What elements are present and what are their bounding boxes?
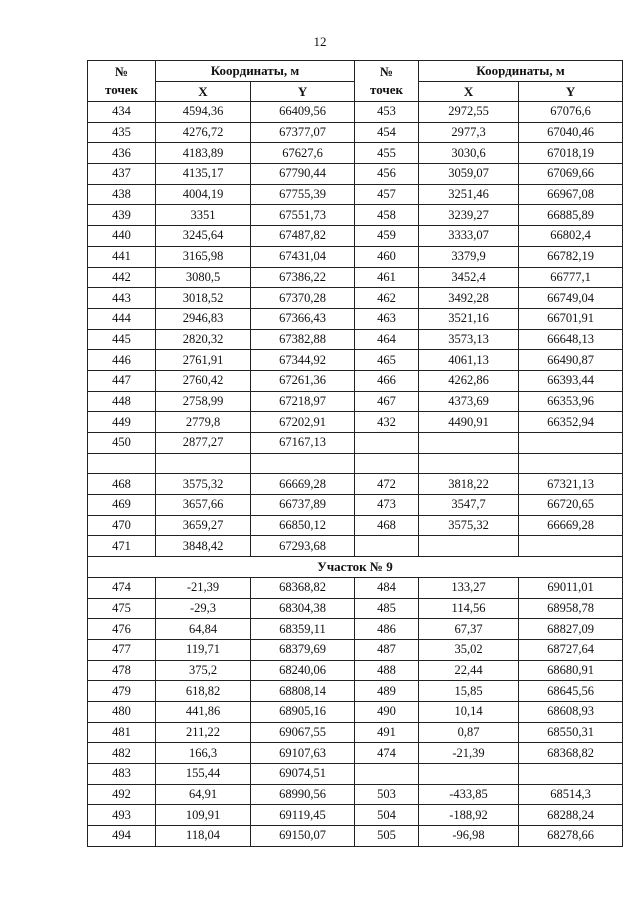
point-number-cell	[355, 433, 419, 454]
point-number-cell: 462	[355, 288, 419, 309]
point-number-cell: 485	[355, 598, 419, 619]
x-cell: 64,84	[156, 619, 251, 640]
x-cell	[156, 453, 251, 474]
point-number-cell: 484	[355, 577, 419, 598]
x-cell: 2877,27	[156, 433, 251, 454]
x-cell: 3379,9	[419, 246, 519, 267]
table-row	[88, 722, 623, 743]
y-cell: 68359,11	[251, 619, 355, 640]
y-cell: 66353,96	[519, 391, 623, 412]
point-number-cell	[355, 453, 419, 474]
y-cell: 66720,65	[519, 495, 623, 516]
x-cell: 3659,27	[156, 515, 251, 536]
table-row	[88, 701, 623, 722]
y-cell: 67069,66	[519, 164, 623, 185]
y-cell: 68514,3	[519, 784, 623, 805]
table-row	[88, 536, 623, 557]
x-cell: 3018,52	[156, 288, 251, 309]
y-cell: 67755,39	[251, 184, 355, 205]
x-cell: 3165,98	[156, 246, 251, 267]
y-cell	[519, 764, 623, 785]
point-number-cell: 476	[88, 619, 156, 640]
x-cell: 67,37	[419, 619, 519, 640]
x-cell: 618,82	[156, 681, 251, 702]
y-cell: 67167,13	[251, 433, 355, 454]
y-cell: 67370,28	[251, 288, 355, 309]
table-row	[88, 143, 623, 164]
point-number-cell: 461	[355, 267, 419, 288]
y-cell: 67040,46	[519, 122, 623, 143]
y-cell: 67202,91	[251, 412, 355, 433]
table-row	[88, 805, 623, 826]
x-cell: 3575,32	[419, 515, 519, 536]
y-cell: 68608,93	[519, 701, 623, 722]
y-cell: 68958,78	[519, 598, 623, 619]
point-number-cell: 432	[355, 412, 419, 433]
y-cell: 67790,44	[251, 164, 355, 185]
y-cell: 67366,43	[251, 308, 355, 329]
x-cell: 3239,27	[419, 205, 519, 226]
y-cell: 68288,24	[519, 805, 623, 826]
point-number-cell: 464	[355, 329, 419, 350]
table-body-bottom	[88, 577, 623, 846]
table-body-top	[88, 102, 623, 557]
point-number-cell: 438	[88, 184, 156, 205]
y-cell: 68808,14	[251, 681, 355, 702]
x-cell: 2760,42	[156, 370, 251, 391]
point-number-cell: 487	[355, 639, 419, 660]
table-row	[88, 743, 623, 764]
table-row	[88, 184, 623, 205]
y-column-header: Y	[251, 82, 355, 102]
x-cell: 22,44	[419, 660, 519, 681]
y-cell: 68905,16	[251, 701, 355, 722]
x-cell: 3080,5	[156, 267, 251, 288]
x-cell: 3030,6	[419, 143, 519, 164]
point-number-cell: 477	[88, 639, 156, 660]
y-cell: 66782,19	[519, 246, 623, 267]
x-cell: 64,91	[156, 784, 251, 805]
y-cell: 66885,89	[519, 205, 623, 226]
point-number-cell: 437	[88, 164, 156, 185]
x-cell: 3351	[156, 205, 251, 226]
point-number-cell: 449	[88, 412, 156, 433]
section-row	[88, 557, 623, 578]
table-row	[88, 681, 623, 702]
point-number-cell: 458	[355, 205, 419, 226]
point-number-cell: 486	[355, 619, 419, 640]
x-cell: 4061,13	[419, 350, 519, 371]
x-cell: 4183,89	[156, 143, 251, 164]
x-cell: 4004,19	[156, 184, 251, 205]
x-cell: 4373,69	[419, 391, 519, 412]
x-cell: 3573,13	[419, 329, 519, 350]
y-cell: 67377,07	[251, 122, 355, 143]
y-cell: 69011,01	[519, 577, 623, 598]
table-row	[88, 246, 623, 267]
y-cell: 69074,51	[251, 764, 355, 785]
y-cell: 68990,56	[251, 784, 355, 805]
x-cell: 441,86	[156, 701, 251, 722]
x-cell: -21,39	[419, 743, 519, 764]
y-cell: 66850,12	[251, 515, 355, 536]
table-row	[88, 660, 623, 681]
table-row	[88, 267, 623, 288]
x-cell: 109,91	[156, 805, 251, 826]
table-row	[88, 164, 623, 185]
point-number-cell: 465	[355, 350, 419, 371]
y-cell: 66669,28	[251, 474, 355, 495]
point-number-cell: 505	[355, 826, 419, 847]
x-cell: 4276,72	[156, 122, 251, 143]
y-cell: 68645,56	[519, 681, 623, 702]
x-cell: 3333,07	[419, 226, 519, 247]
coordinates-header: Координаты, м	[419, 61, 623, 82]
table-row	[88, 495, 623, 516]
y-cell: 67431,04	[251, 246, 355, 267]
y-cell: 67344,92	[251, 350, 355, 371]
point-number-cell	[88, 453, 156, 474]
y-cell: 69067,55	[251, 722, 355, 743]
point-number-cell: 470	[88, 515, 156, 536]
point-number-cell: 436	[88, 143, 156, 164]
y-column-header: Y	[519, 82, 623, 102]
point-number-cell: 466	[355, 370, 419, 391]
point-number-cell: 494	[88, 826, 156, 847]
x-cell: 2779,8	[156, 412, 251, 433]
table-row	[88, 433, 623, 454]
table-row	[88, 370, 623, 391]
table-row	[88, 412, 623, 433]
point-number-cell: 483	[88, 764, 156, 785]
point-number-cell: 440	[88, 226, 156, 247]
x-cell	[419, 764, 519, 785]
y-cell: 67076,6	[519, 102, 623, 123]
x-cell: 35,02	[419, 639, 519, 660]
point-number-cell: 455	[355, 143, 419, 164]
point-number-cell: 467	[355, 391, 419, 412]
x-cell	[419, 536, 519, 557]
point-number-cell: 453	[355, 102, 419, 123]
section-row-group	[88, 557, 623, 578]
x-cell: 119,71	[156, 639, 251, 660]
x-cell: 2820,32	[156, 329, 251, 350]
table-row	[88, 577, 623, 598]
point-number-cell: 456	[355, 164, 419, 185]
y-cell: 67218,97	[251, 391, 355, 412]
x-cell: 4490,91	[419, 412, 519, 433]
point-number-cell: 489	[355, 681, 419, 702]
point-number-cell: 478	[88, 660, 156, 681]
y-cell: 66701,91	[519, 308, 623, 329]
point-number-cell: 450	[88, 433, 156, 454]
x-cell: 3251,46	[419, 184, 519, 205]
x-cell: 3657,66	[156, 495, 251, 516]
table-row	[88, 764, 623, 785]
point-number-cell: 473	[355, 495, 419, 516]
x-cell: 2758,99	[156, 391, 251, 412]
point-number-cell: 441	[88, 246, 156, 267]
section-title: Участок № 9	[88, 557, 623, 578]
x-cell: 10,14	[419, 701, 519, 722]
y-cell: 68680,91	[519, 660, 623, 681]
y-cell: 67551,73	[251, 205, 355, 226]
point-number-cell: 460	[355, 246, 419, 267]
x-cell: 4262,86	[419, 370, 519, 391]
point-number-cell: 504	[355, 805, 419, 826]
point-number-cell: 439	[88, 205, 156, 226]
point-number-cell: 447	[88, 370, 156, 391]
point-number-cell: 463	[355, 308, 419, 329]
point-number-cell: 472	[355, 474, 419, 495]
x-cell: 2972,55	[419, 102, 519, 123]
x-cell: 3848,42	[156, 536, 251, 557]
y-cell: 69107,63	[251, 743, 355, 764]
y-cell: 66967,08	[519, 184, 623, 205]
x-cell: -433,85	[419, 784, 519, 805]
x-cell: 2946,83	[156, 308, 251, 329]
y-cell: 69119,45	[251, 805, 355, 826]
table-row	[88, 598, 623, 619]
x-cell: 118,04	[156, 826, 251, 847]
table-row	[88, 288, 623, 309]
point-number-cell: 444	[88, 308, 156, 329]
y-cell: 67321,13	[519, 474, 623, 495]
point-number-cell: 493	[88, 805, 156, 826]
point-number-cell: 474	[88, 577, 156, 598]
x-cell: 3547,7	[419, 495, 519, 516]
point-number-cell: 481	[88, 722, 156, 743]
y-cell: 68550,31	[519, 722, 623, 743]
x-cell	[419, 453, 519, 474]
point-number-cell: 479	[88, 681, 156, 702]
y-cell: 66393,44	[519, 370, 623, 391]
point-number-cell: 435	[88, 122, 156, 143]
table-row	[88, 619, 623, 640]
y-cell: 68727,64	[519, 639, 623, 660]
y-cell: 69150,07	[251, 826, 355, 847]
x-cell: 2977,3	[419, 122, 519, 143]
table-row	[88, 639, 623, 660]
x-cell: 3059,07	[419, 164, 519, 185]
y-cell: 66802,4	[519, 226, 623, 247]
x-cell: 3818,22	[419, 474, 519, 495]
point-number-cell: 471	[88, 536, 156, 557]
point-number-cell	[355, 536, 419, 557]
y-cell: 66737,89	[251, 495, 355, 516]
x-cell: 3492,28	[419, 288, 519, 309]
point-number-cell: 490	[355, 701, 419, 722]
point-number-cell: 448	[88, 391, 156, 412]
point-number-cell: 480	[88, 701, 156, 722]
table-row	[88, 515, 623, 536]
y-cell: 68368,82	[519, 743, 623, 764]
point-number-cell: 488	[355, 660, 419, 681]
x-cell: 133,27	[419, 577, 519, 598]
y-cell: 66352,94	[519, 412, 623, 433]
y-cell: 67261,36	[251, 370, 355, 391]
x-column-header: X	[156, 82, 251, 102]
point-number-cell: 469	[88, 495, 156, 516]
table-row	[88, 122, 623, 143]
x-cell	[419, 433, 519, 454]
y-cell: 66648,13	[519, 329, 623, 350]
point-number-cell: 474	[355, 743, 419, 764]
table-row	[88, 391, 623, 412]
x-cell: 2761,91	[156, 350, 251, 371]
table-row	[88, 226, 623, 247]
y-cell: 68304,38	[251, 598, 355, 619]
coordinates-table	[87, 60, 623, 847]
point-number-cell: 475	[88, 598, 156, 619]
y-cell: 67382,88	[251, 329, 355, 350]
point-number-cell: 492	[88, 784, 156, 805]
point-number-cell: 503	[355, 784, 419, 805]
y-cell: 66669,28	[519, 515, 623, 536]
x-cell: -96,98	[419, 826, 519, 847]
x-cell: 3245,64	[156, 226, 251, 247]
x-cell: 3575,32	[156, 474, 251, 495]
y-cell: 66749,04	[519, 288, 623, 309]
point-number-cell: 482	[88, 743, 156, 764]
point-number-cell: 457	[355, 184, 419, 205]
y-cell: 67627,6	[251, 143, 355, 164]
table-row	[88, 784, 623, 805]
y-cell: 66777,1	[519, 267, 623, 288]
x-cell: 375,2	[156, 660, 251, 681]
x-cell: 114,56	[419, 598, 519, 619]
x-cell: 211,22	[156, 722, 251, 743]
y-cell	[251, 453, 355, 474]
y-cell: 67018,19	[519, 143, 623, 164]
x-cell: 15,85	[419, 681, 519, 702]
point-number-cell: 468	[355, 515, 419, 536]
x-cell: 155,44	[156, 764, 251, 785]
page-number: 12	[313, 34, 327, 49]
table-row	[88, 102, 623, 123]
x-cell: 0,87	[419, 722, 519, 743]
y-cell: 67293,68	[251, 536, 355, 557]
point-number-cell: 445	[88, 329, 156, 350]
point-number-cell: 454	[355, 122, 419, 143]
table-row	[88, 205, 623, 226]
table-row	[88, 474, 623, 495]
x-cell: 166,3	[156, 743, 251, 764]
y-cell: 68379,69	[251, 639, 355, 660]
point-number-header: № точек	[355, 61, 419, 102]
coordinates-header: Координаты, м	[156, 61, 355, 82]
x-cell: 3521,16	[419, 308, 519, 329]
table-row	[88, 350, 623, 371]
y-cell: 68278,66	[519, 826, 623, 847]
y-cell: 67386,22	[251, 267, 355, 288]
point-number-cell: 459	[355, 226, 419, 247]
point-number-cell: 434	[88, 102, 156, 123]
table-row	[88, 329, 623, 350]
x-column-header: X	[419, 82, 519, 102]
table-row	[88, 826, 623, 847]
point-number-cell: 446	[88, 350, 156, 371]
y-cell	[519, 453, 623, 474]
point-number-cell: 491	[355, 722, 419, 743]
y-cell	[519, 433, 623, 454]
x-cell: 4594,36	[156, 102, 251, 123]
x-cell: 3452,4	[419, 267, 519, 288]
y-cell: 68240,06	[251, 660, 355, 681]
y-cell: 68368,82	[251, 577, 355, 598]
x-cell: 4135,17	[156, 164, 251, 185]
y-cell: 67487,82	[251, 226, 355, 247]
table-row	[88, 308, 623, 329]
point-number-cell: 442	[88, 267, 156, 288]
point-number-cell	[355, 764, 419, 785]
point-number-cell: 468	[88, 474, 156, 495]
y-cell: 66409,56	[251, 102, 355, 123]
y-cell: 66490,87	[519, 350, 623, 371]
point-number-header: № точек	[88, 61, 156, 102]
x-cell: -29,3	[156, 598, 251, 619]
y-cell	[519, 536, 623, 557]
x-cell: -188,92	[419, 805, 519, 826]
y-cell: 68827,09	[519, 619, 623, 640]
table-row	[88, 453, 623, 474]
point-number-cell: 443	[88, 288, 156, 309]
x-cell: -21,39	[156, 577, 251, 598]
